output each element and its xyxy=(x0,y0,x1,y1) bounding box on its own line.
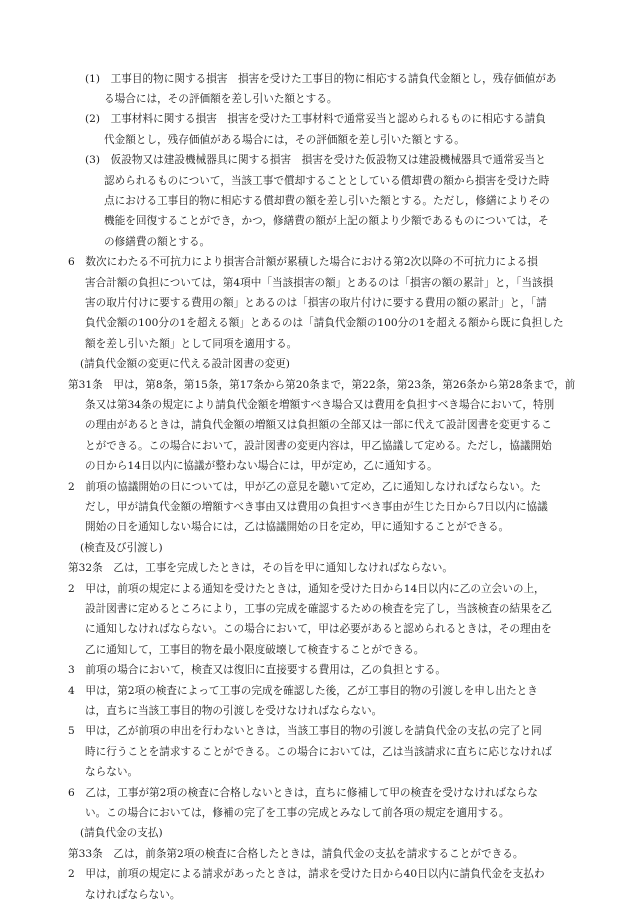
text-line: 2 前項の協議開始の日については，甲が乙の意見を聴いて定め，乙に通知しなければならない。た xyxy=(68,480,542,493)
text-line: は，直ちに当該工事目的物の引渡しを受けなければならない。 xyxy=(85,704,383,717)
text-line: 開始の日を通知しない場合には，乙は協議開始の日を定め，甲に通知することができる。 xyxy=(85,521,510,534)
text-line: 負代金額の100分の1を超える額」とあるのは「請負代金額の100分の1を超える額から既に負担した xyxy=(85,317,564,330)
text-line: い。この場合においては，修補の完了を工事の完成とみなして前各項の規定を適用する。 xyxy=(85,806,510,819)
text-line: 第33条 乙は，前条第2項の検査に合格したときは，請負代金の支払を請求することができる。 xyxy=(68,847,524,860)
text-line: (1) 工事目的物に関する損害 損害を受けた工事目的物に相応する請負代金額とし，残存価値があ xyxy=(85,72,557,85)
text-line: 設計図書に定めるところにより，工事の完成を確認するための検査を完了し，当該検査の結果を乙 xyxy=(85,602,553,615)
text-line: 乙に通知して，工事目的物を最小限度破壊して検査することができる。 xyxy=(85,643,425,656)
text-line: 条又は第34条の規定により請負代金額を増額すべき場合又は費用を負担すべき場合において，特別 xyxy=(85,398,555,411)
text-line: (請負代金額の変更に代える設計図書の変更) xyxy=(80,358,290,371)
text-line: 第32条 乙は，工事を完成したときは，その旨を甲に通知しなければならない。 xyxy=(68,562,453,575)
text-line: 2 甲は，前項の規定による通知を受けたときは，通知を受けた日から14日以内に乙の立会いの上， xyxy=(68,582,545,595)
text-line: の修繕費の額とする。 xyxy=(104,235,211,248)
text-line: 機能を回復することができ，かつ，修繕費の額が上記の額より少額であるものについては，そ xyxy=(104,215,549,228)
text-line: 認められるものについて，当該工事で償却することとしている償却費の額から損害を受けた時 xyxy=(104,174,550,187)
text-line: の日から14日以内に協議が整わない場合には，甲が定め，乙に通知する。 xyxy=(85,460,438,473)
text-line: (2) 工事材料に関する損害 損害を受けた工事材料で通常妥当と認められるものに相応する請負 xyxy=(85,113,546,126)
text-line: 2 甲は，前項の規定による請求があったときは，請求を受けた日から40日以内に請負代金を支払わ xyxy=(68,868,545,881)
text-line: 6 数次にわたる不可抗力により損害合計額が累積した場合における第2次以降の不可抗力による損 xyxy=(68,256,538,269)
text-line: (3) 仮設物又は建設機械器具に関する損害 損害を受けた仮設物又は建設機械器具で通常妥当と xyxy=(85,154,546,167)
text-line: なければならない。 xyxy=(85,888,181,901)
text-line: 第31条 甲は，第8条，第15条，第17条から第20条まで，第22条，第23条，第26条から第28条まで，前 xyxy=(68,378,576,391)
text-line: (請負代金の支払) xyxy=(80,827,163,840)
text-line: ならない。 xyxy=(85,766,139,779)
text-line: 害合計額の負担については，第4項中「当該損害の額」とあるのは「損害の額の累計」と，「当該損 xyxy=(85,276,554,289)
text-line: 6 乙は，工事が第2項の検査に合格しないときは，直ちに修補して甲の検査を受けなければならな xyxy=(68,786,538,799)
text-line: 害の取片付けに要する費用の額」とあるのは「損害の取片付けに要する費用の額の累計」と，「請 xyxy=(85,296,547,309)
text-line: だし，甲が請負代金額の増額すべき事由又は費用の負担すべき事由が生じた日から7日以内に協議 xyxy=(85,500,548,513)
text-line: に通知しなければならない。この場合において，甲は必要があると認められるときは，その理由を xyxy=(85,623,552,636)
text-line: 5 甲は，乙が前項の申出を行わないときは，当該工事目的物の引渡しを請負代金の支払の完了と同 xyxy=(68,725,542,738)
text-line: 時に行うことを請求することができる。この場合においては，乙は当該請求に直ちに応じなければ xyxy=(85,745,553,758)
text-line: 額を差し引いた額」として同項を適用する。 xyxy=(85,337,298,350)
text-line: 代金額とし，残存価値がある場合には，その評価額を差し引いた額とする。 xyxy=(104,133,465,146)
text-line: 3 前項の場合において，検査又は復旧に直接要する費用は，乙の負担とする。 xyxy=(68,664,447,677)
text-line: 点における工事目的物に相応する償却費の額を差し引いた額とする。ただし，修繕によりその xyxy=(104,194,550,207)
text-line: る場合には，その評価額を差し引いた額とする。 xyxy=(104,92,338,105)
text-line: 4 甲は，第2項の検査によって工事の完成を確認した後，乙が工事目的物の引渡しを申し出たとき xyxy=(68,684,538,697)
text-line: の理由があるときは，請負代金額の増額又は負担額の全部又は一部に代えて設計図書を変更するこ xyxy=(85,419,553,432)
text-line: (検査及び引渡し) xyxy=(80,541,163,554)
text-line: とができる。この場合において，設計図書の変更内容は，甲乙協議して定める。ただし，協議開始 xyxy=(85,439,552,452)
